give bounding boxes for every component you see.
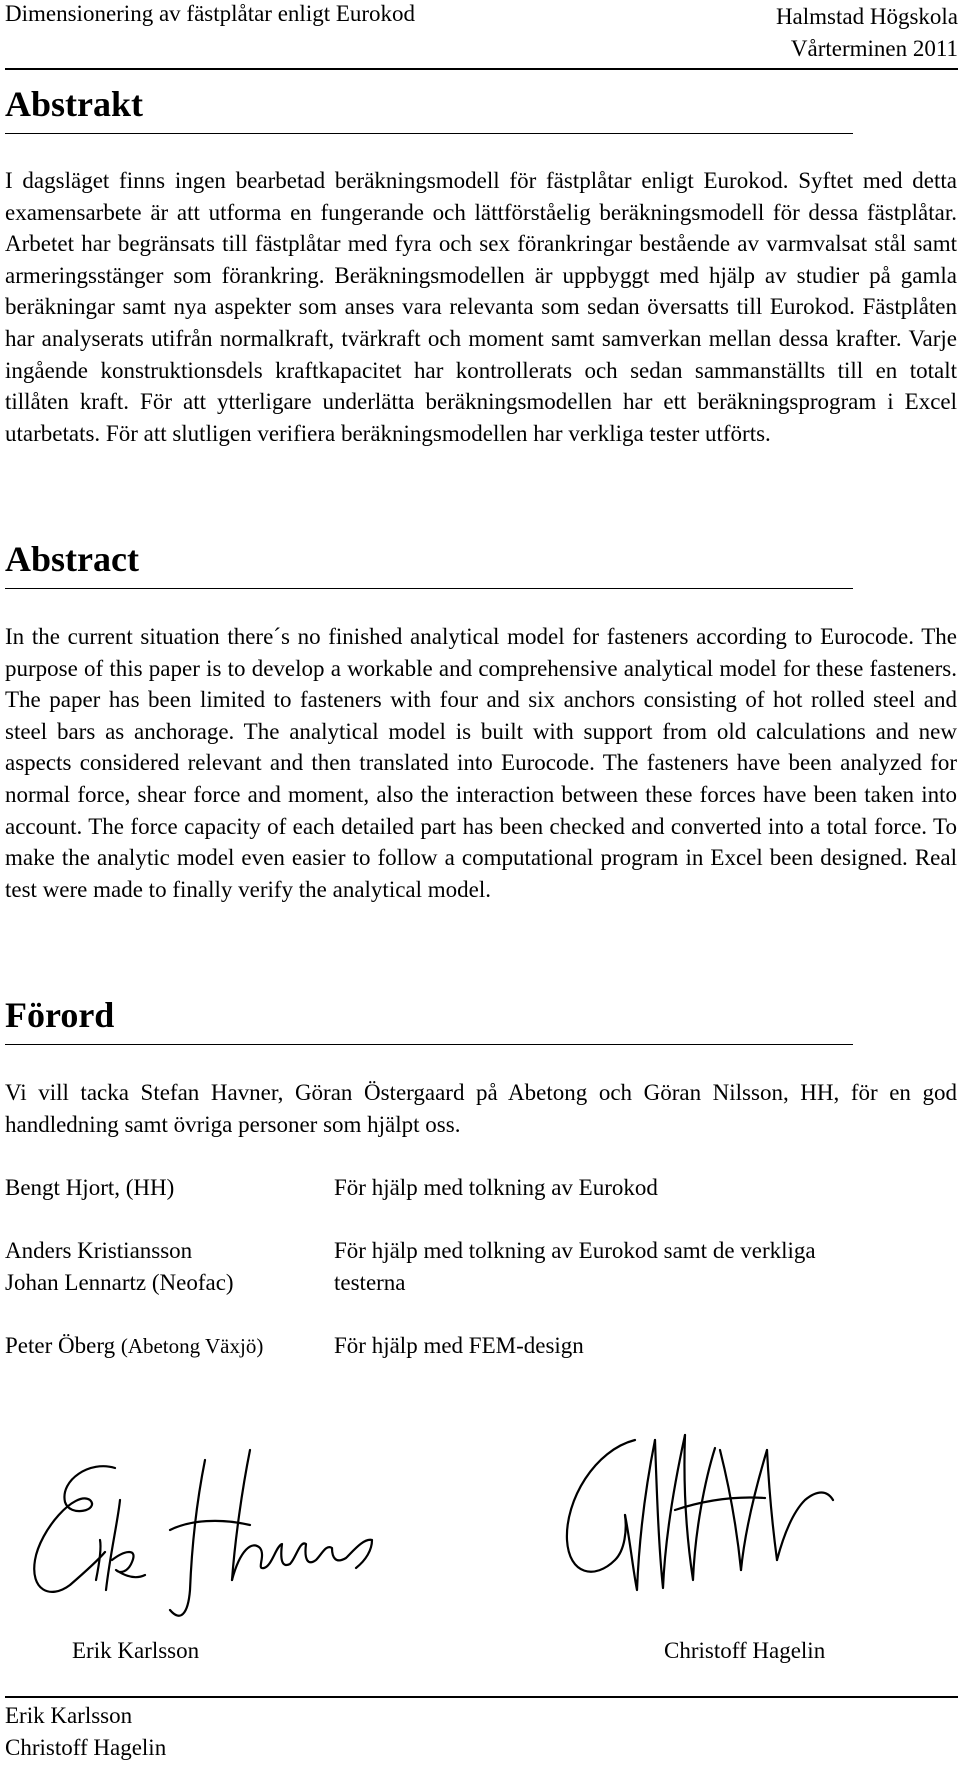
abstract-body: In the current situation there´s no finished analytical model for fasteners according to Eurocode. The purpose of this paper is to develop a workable and comprehensive analytical model for these fasteners. The paper has been limited to fasteners with four and six anchors consisting of hot rolled steel and steel bars as anchorage. The analytical model is built with support from old calculations and new aspects considered relevant and then translated into Eurocode. The fasteners have been analyzed for normal force, shear force and moment, also the interaction between these forces have been taken into account. The force capacity of each detailed part has been checked and converted into a total force. To make the analytic model even easier to follow a computational program in Excel been designed. Real test were made to finally verify the analytical model.	[5, 624, 957, 902]
ack-person-2: Anders Kristiansson	[5, 1238, 193, 1263]
signature-name-2: Christoff Hagelin	[664, 1638, 826, 1663]
ack-person-1: Bengt Hjort, (HH)	[5, 1175, 175, 1200]
footer-rule	[5, 1696, 958, 1698]
term: Vårterminen 2011	[790, 36, 958, 61]
abstrakt-heading: Abstrakt	[5, 84, 144, 124]
signature-erik-karlsson	[20, 1440, 420, 1640]
abstract-rule	[5, 588, 853, 589]
abstract-heading: Abstract	[5, 539, 139, 579]
forord-heading: Förord	[5, 995, 115, 1035]
ack-reason-2: För hjälp med tolkning av Eurokod samt de verkliga	[334, 1238, 816, 1263]
document-title: Dimensionering av fästplåtar enligt Eurokod	[5, 1, 416, 26]
ack-person-4	[5, 1330, 263, 1363]
institution-term	[776, 1, 958, 65]
footer-author-1: Erik Karlsson	[5, 1703, 133, 1728]
forord-body: Vi vill tacka Stefan Havner, Göran Östergaard på Abetong och Göran Nilsson, HH, för en god handledning samt övriga personer som hjälpt oss.	[5, 1080, 957, 1137]
ack-reason-3: testerna	[334, 1270, 406, 1295]
ack-reason-4: För hjälp med FEM-design	[334, 1333, 584, 1358]
page-header	[5, 0, 958, 70]
footer-author-2: Christoff Hagelin	[5, 1734, 167, 1760]
forord-rule	[5, 1044, 853, 1045]
institution: Halmstad Högskola	[775, 4, 958, 29]
ack-reason-1: För hjälp med tolkning av Eurokod	[334, 1175, 658, 1200]
ack-person-4-org: (Abetong Växjö)	[120, 1334, 264, 1358]
ack-person-3: Johan Lennartz (Neofac)	[5, 1270, 234, 1295]
signature-christoff-hagelin	[555, 1420, 895, 1620]
ack-person-4-name: Peter Öberg	[5, 1333, 116, 1358]
signature-name-1: Erik Karlsson	[72, 1638, 200, 1663]
abstrakt-body: I dagsläget finns ingen bearbetad beräkningsmodell för fästplåtar enligt Eurokod. Syftet med detta examensarbete är att utforma en fungerande och lättförståelig beräkningsmodell för dessa fästplåtar. Arbetet har begränsats till fästplåtar med fyra och sex förankringar bestående av varmvalsat stål samt armeringsstänger som förankring. Beräkningsmodellen är uppbyggt med hjälp av studier på gamla beräkningar samt nya aspekter som anses vara relevanta som sedan översatts till Eurokod. Fästplåten har analyserats utifrån normalkraft, tvärkraft och moment samt samverkan mellan dessa krafter. Varje ingående konstruktionsdels kraftkapacitet har kontrollerats och sedan sammanställts till en totalt tillåten kraft. För att ytterligare underlätta beräkningsmodellen har ett beräkningsprogram i Excel utarbetats. För att slutligen verifiera beräkningsmodellen har verkliga tester utförts.	[5, 168, 957, 446]
abstrakt-rule	[5, 133, 853, 134]
page-footer	[5, 1700, 166, 1763]
